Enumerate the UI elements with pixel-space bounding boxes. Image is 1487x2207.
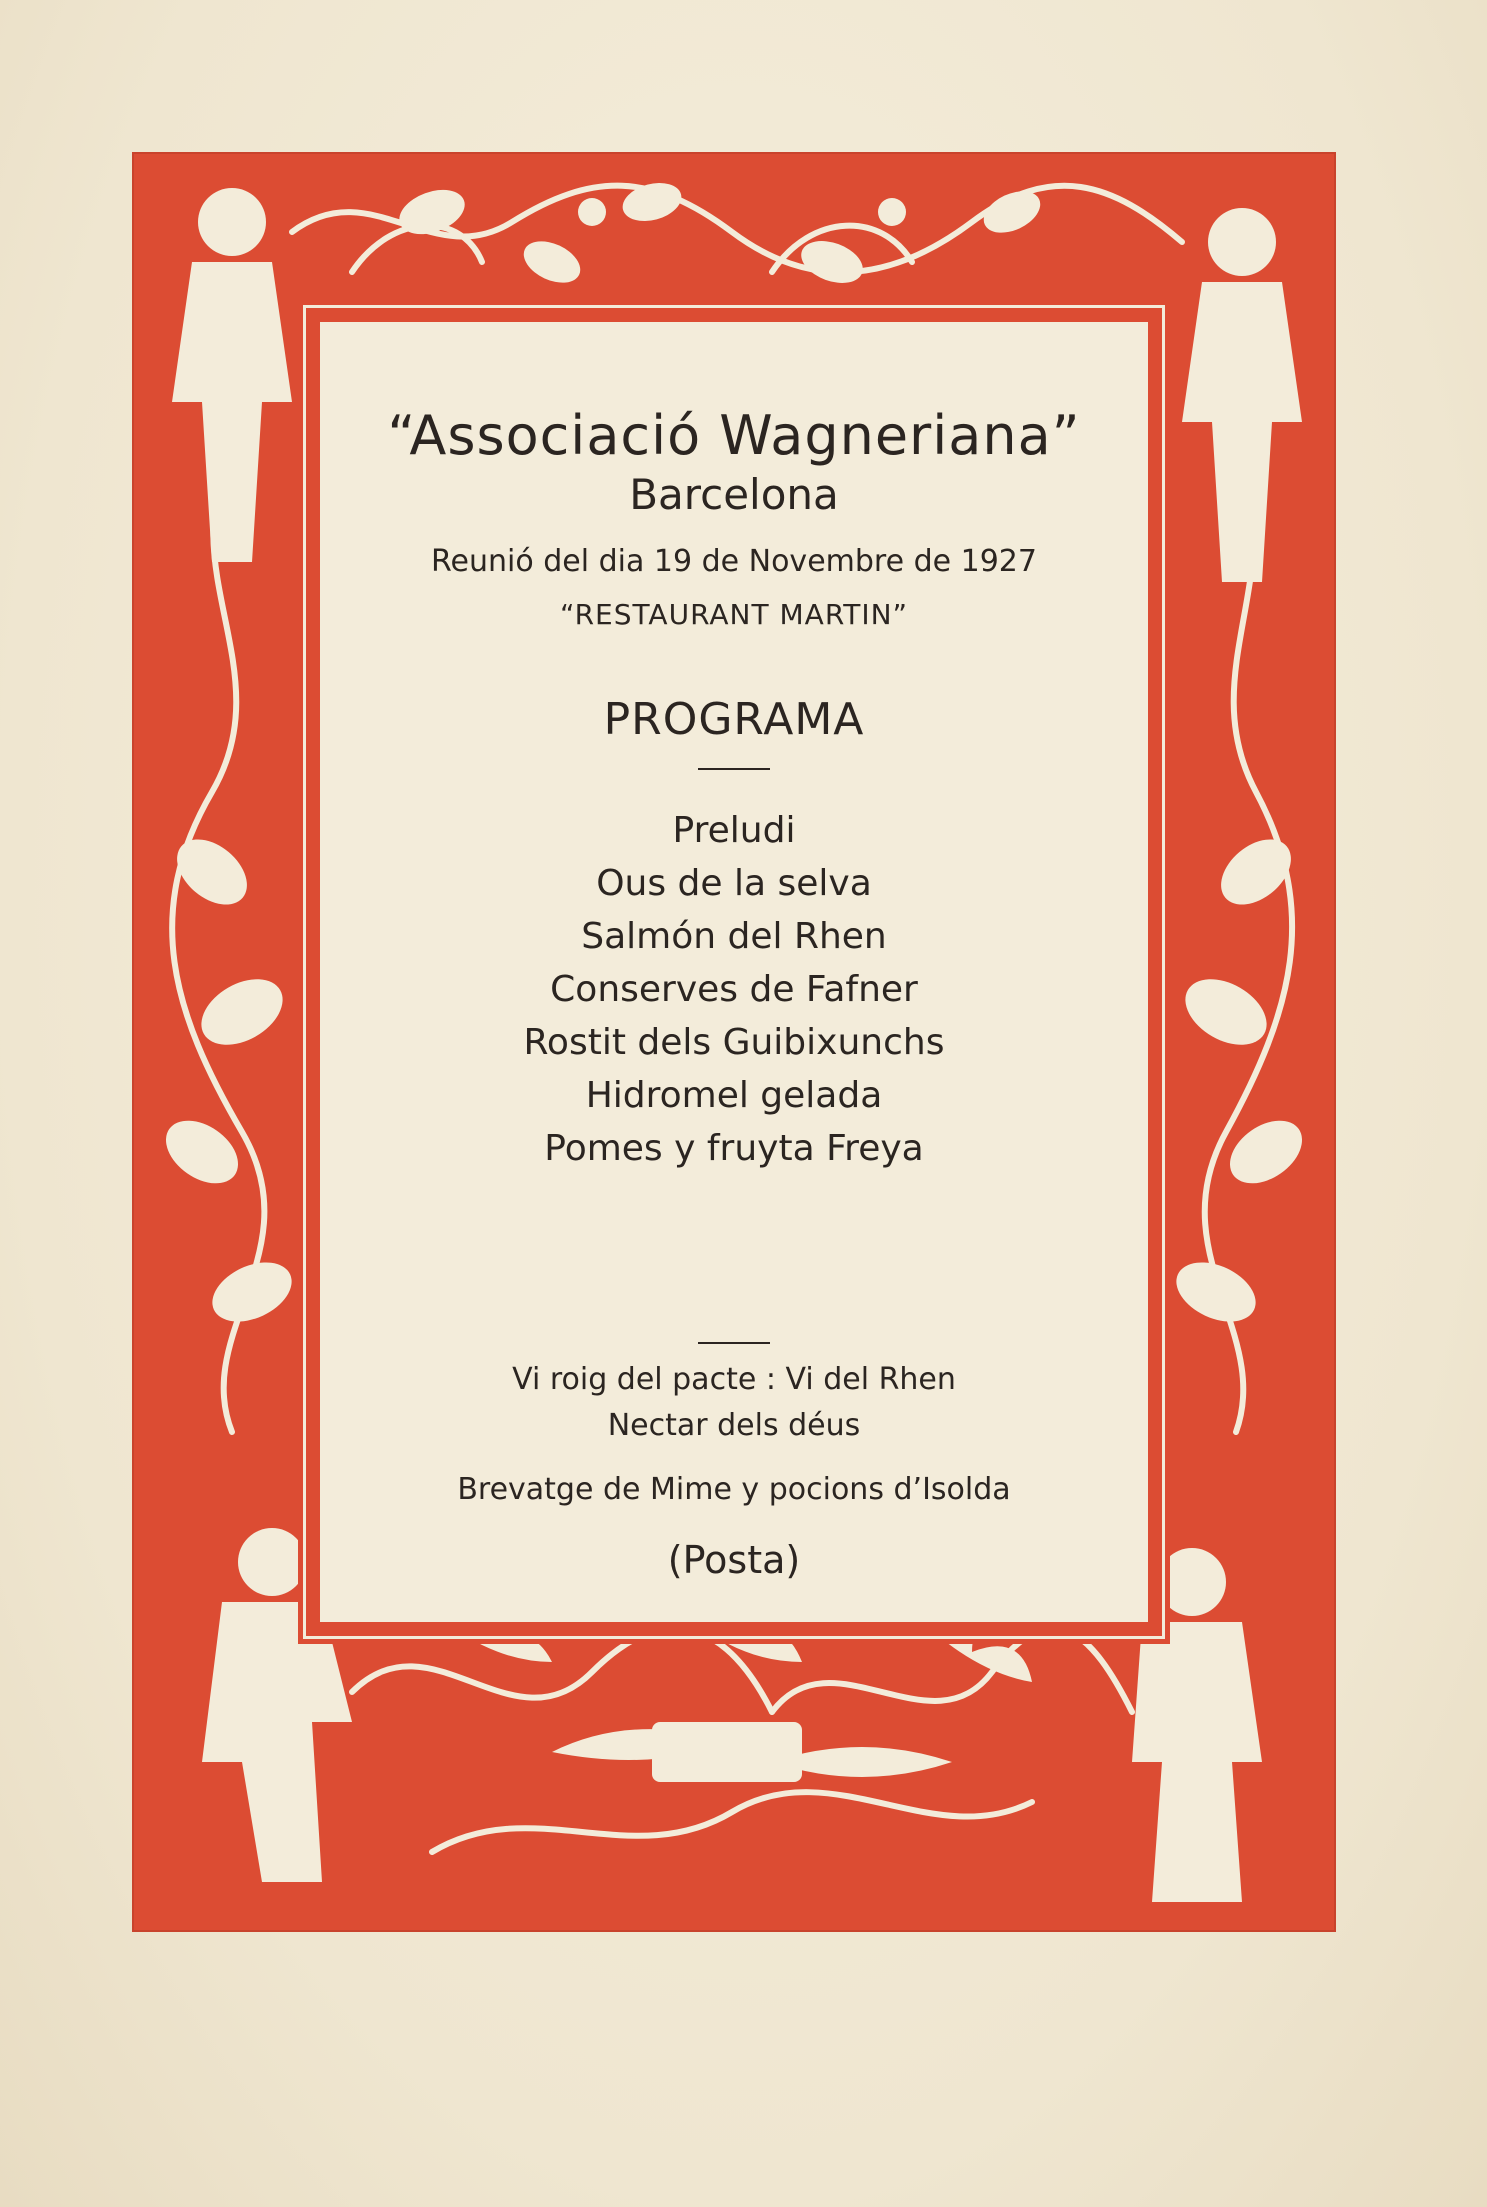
figure-top-left-icon	[172, 188, 292, 562]
association-title: “Associació Wagneriana”	[387, 404, 1081, 467]
program-heading: PROGRAMA	[603, 694, 865, 745]
divider	[698, 1342, 770, 1344]
dish-item: Salmón del Rhen	[581, 916, 887, 957]
meeting-date: Reunió del dia 19 de Novembre de 1927	[431, 544, 1037, 579]
decorative-border	[132, 152, 1336, 1932]
dish-item: Hidromel gelada	[585, 1075, 883, 1116]
figure-bottom-right-icon	[1132, 1548, 1262, 1902]
dish-item: Preludi	[672, 810, 796, 851]
figure-top-right-icon	[1182, 208, 1302, 582]
restaurant-name: “RESTAURANT MARTIN”	[559, 598, 909, 631]
wine-line: Vi roig del pacte : Vi del Rhen	[512, 1362, 956, 1397]
text-panel	[320, 322, 1148, 1622]
dish-item: Pomes y fruyta Freya	[544, 1128, 924, 1169]
nectar-line: Nectar dels déus	[607, 1408, 861, 1443]
closing-line: (Posta)	[667, 1538, 801, 1582]
divider	[698, 768, 770, 770]
dish-item: Rostit dels Guibixunchs	[523, 1022, 945, 1063]
city-name: Barcelona	[629, 470, 839, 519]
dish-item: Ous de la selva	[596, 863, 872, 904]
dish-item: Conserves de Fafner	[550, 969, 918, 1010]
brevatge-line: Brevatge de Mime y pocions d’Isolda	[457, 1472, 1011, 1507]
